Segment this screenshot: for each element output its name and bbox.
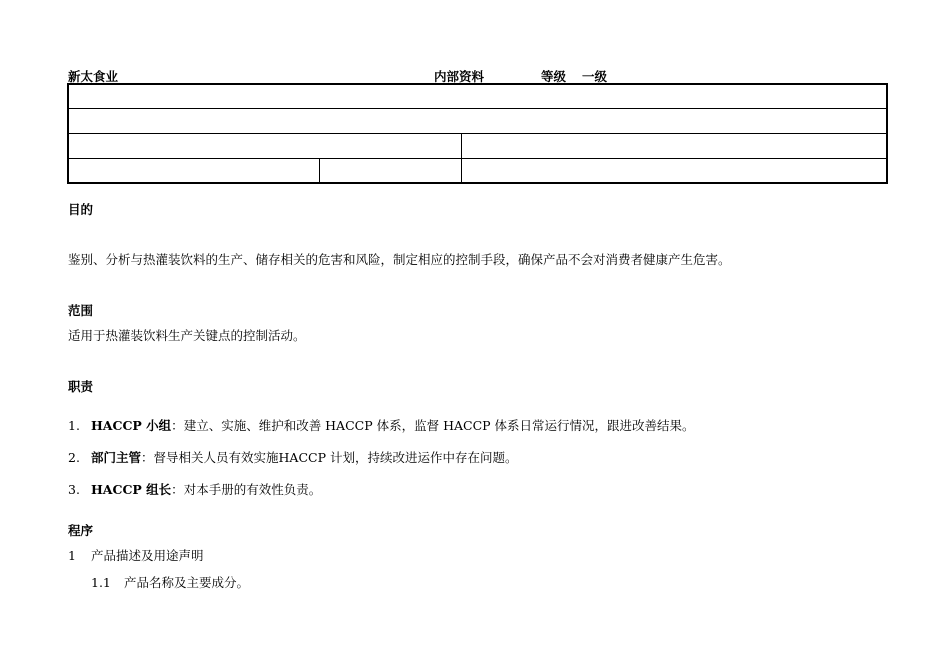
item-text: 对本手册的有效性负责。 bbox=[183, 482, 322, 497]
purpose-text: 鉴别、分析与热灌装饮料的生产、储存相关的危害和风险，制定相应的控制手段，确保产品不会对消费者健康产生危害。 bbox=[68, 252, 731, 267]
table-col-divider bbox=[319, 158, 320, 184]
item-label: HACCP 小组 bbox=[91, 418, 172, 433]
responsibilities-title: 职责 bbox=[68, 379, 94, 394]
grade-label: 等级 bbox=[541, 69, 567, 84]
item-number: 1. bbox=[68, 418, 80, 433]
document-header bbox=[68, 67, 888, 83]
procedure-subitem bbox=[91, 573, 249, 591]
item-number: 3. bbox=[68, 482, 80, 497]
item-number: 2. bbox=[68, 450, 80, 465]
item-separator: ： bbox=[141, 450, 154, 465]
item-text: 督导相关人员有效实施HACCP 计划，持续改进运作中存在问题。 bbox=[153, 450, 518, 465]
item-number: 1 bbox=[68, 548, 76, 563]
subitem-number: 1.1 bbox=[91, 575, 111, 590]
grade-value: 一级 bbox=[582, 69, 608, 84]
subitem-text: 产品名称及主要成分。 bbox=[124, 575, 250, 590]
item-separator: ： bbox=[171, 418, 184, 433]
table-row-divider bbox=[69, 108, 886, 109]
responsibility-item bbox=[68, 416, 695, 434]
item-label: 部门主管 bbox=[91, 450, 142, 465]
item-text: 建立、实施、维护和改善 HACCP 体系，监督 HACCP 体系日常运行情况，跟进改善结果。 bbox=[183, 418, 695, 433]
responsibility-item bbox=[68, 448, 517, 466]
table-col-divider bbox=[461, 133, 462, 184]
scope-title: 范围 bbox=[68, 303, 94, 318]
item-text: 产品描述及用途声明 bbox=[91, 548, 204, 563]
scope-text: 适用于热灌装饮料生产关键点的控制活动。 bbox=[68, 328, 306, 343]
purpose-title: 目的 bbox=[68, 202, 94, 217]
table-row-divider bbox=[69, 158, 886, 159]
document-info-table bbox=[67, 83, 888, 184]
procedure-title: 程序 bbox=[68, 523, 94, 538]
internal-label: 内部资料 bbox=[434, 69, 485, 84]
table-row-divider bbox=[69, 133, 886, 134]
company-name: 新太食业 bbox=[68, 69, 119, 84]
item-separator: ： bbox=[171, 482, 184, 497]
procedure-item bbox=[68, 546, 204, 564]
responsibility-item bbox=[68, 480, 321, 498]
item-label: HACCP 组长 bbox=[91, 482, 172, 497]
